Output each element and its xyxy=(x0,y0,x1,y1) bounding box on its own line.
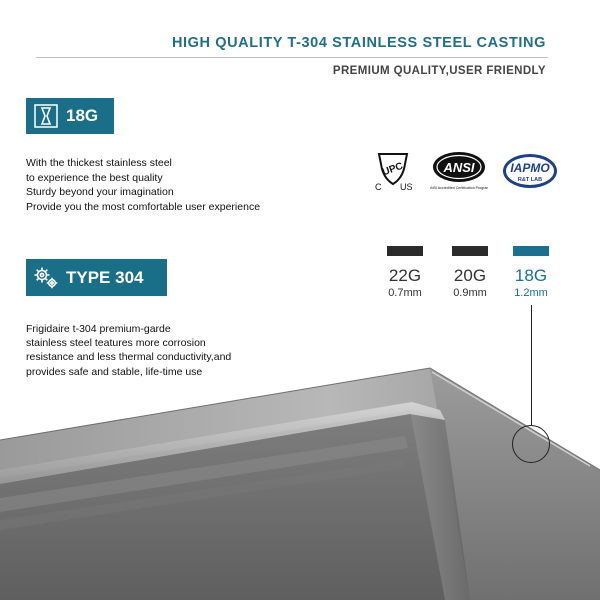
desc-line: to experience the best quality xyxy=(26,171,163,184)
desc-line: With the thickest stainless steel xyxy=(26,157,172,169)
page-subtitle: PREMIUM QUALITY,USER FRIENDLY xyxy=(332,65,546,77)
upc-c-mark: C xyxy=(375,182,382,192)
gauge-thickness: 0.9mm xyxy=(453,287,487,299)
iapmo-text: IAPMO xyxy=(510,161,550,175)
ansi-caption: ANSI Accredited Certification Program xyxy=(430,186,488,190)
desc-line: stainless steel teatures more corrosion xyxy=(26,337,206,350)
desc-line: Frigidaire t-304 premium-garde xyxy=(26,323,171,335)
callout-magnifier xyxy=(512,425,550,463)
upc-text: UPC xyxy=(381,160,405,179)
gauge-thickness: 1.2mm xyxy=(514,287,548,299)
desc-line: resistance and less thermal conductivity,and xyxy=(26,351,232,364)
desc-line: Sturdy beyond your imagination xyxy=(26,186,174,199)
gauge-label: 18G xyxy=(514,266,548,285)
gauge-label: 22G xyxy=(388,266,422,285)
desc-line: provides safe and stable, life-time use xyxy=(26,365,203,378)
page-title: HIGH QUALITY T-304 STAINLESS STEEL CASTING xyxy=(171,35,546,51)
badge-type-label: TYPE 304 xyxy=(66,267,144,287)
gauge-thickness: 0.7mm xyxy=(388,287,422,299)
ansi-text: ANSI xyxy=(443,160,475,175)
upc-us-mark: US xyxy=(400,182,413,192)
desc-line: Provide you the most comfortable user experience xyxy=(26,200,261,213)
iapmo-caption: R&T LAB xyxy=(517,177,543,183)
badge-18g-label: 18G xyxy=(66,106,99,125)
gauge-label: 20G xyxy=(453,266,487,285)
